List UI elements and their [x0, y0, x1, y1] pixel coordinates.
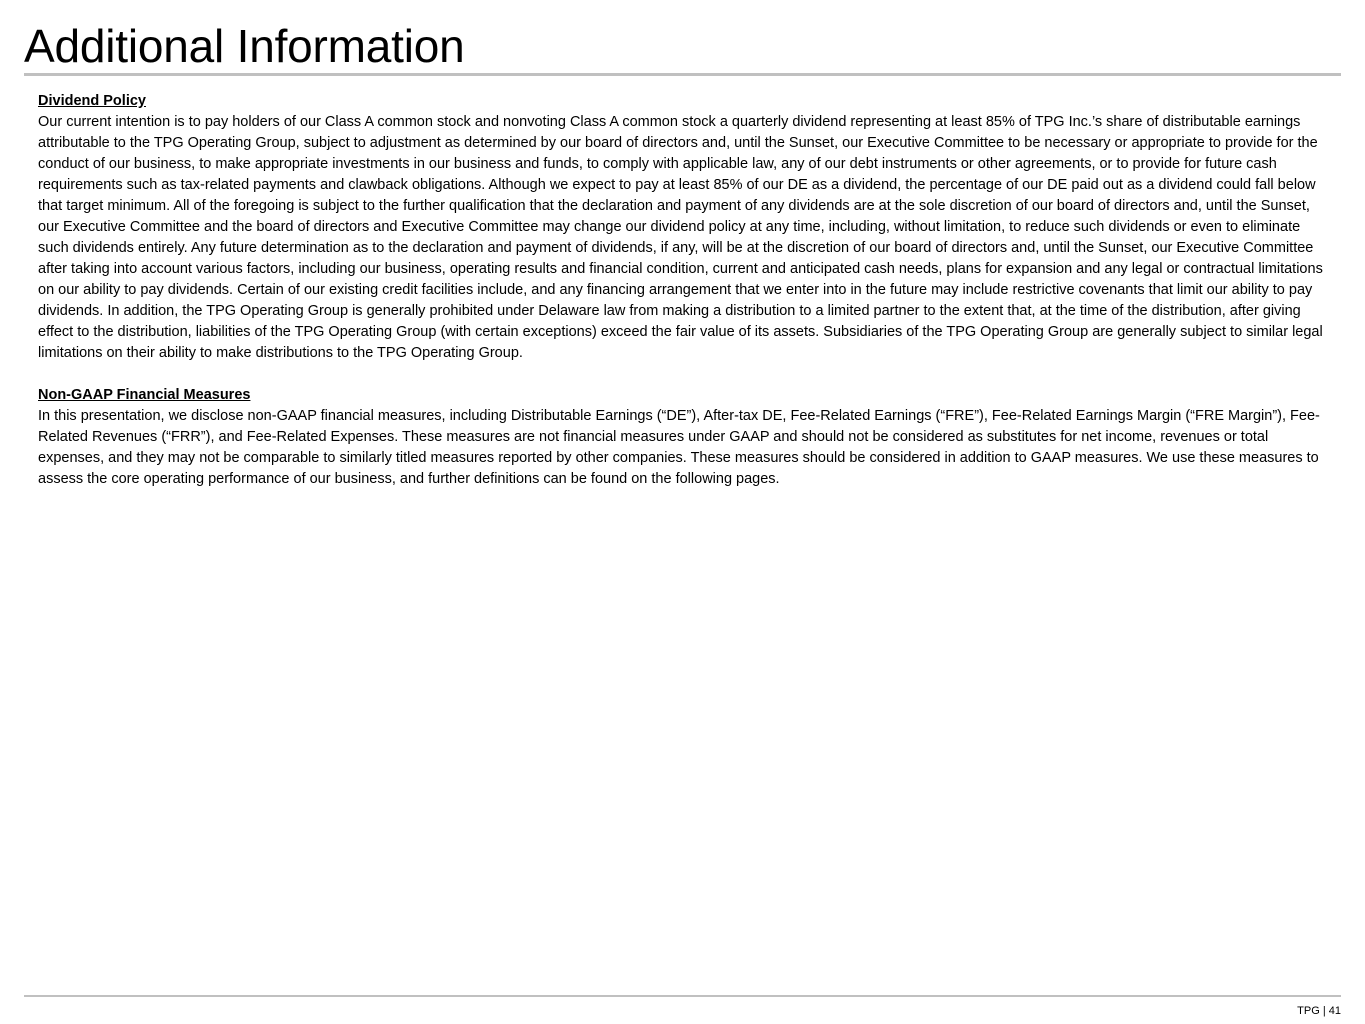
page-footer: TPG | 41 [1297, 1005, 1341, 1017]
section-non-gaap-measures [38, 385, 1330, 490]
page-title: Additional Information [24, 20, 465, 72]
section-heading: Dividend Policy [38, 93, 146, 109]
section-body: Our current intention is to pay holders of our Class A common stock and nonvoting Class A common stock a quarterly dividend representing at least 85% of TPG Inc.’s share of distributable earnings attributable to the TPG Operating Group, subject to adjustment as determined by our board of directors and, until the Sunset, our Executive Committee to be necessary or appropriate to provide for the conduct of our business, to make appropriate investments in our business and funds, to comply with applicable law, any of our debt instruments or other agreements, or to provide for future cash requirements such as tax-related payments and clawback obligations. Although we expect to pay at least 85% of our DE as a dividend, the percentage of our DE paid out as a dividend could fall below that target minimum. All of the foregoing is subject to the further qualification that the declaration and payment of any dividends are at the sole discretion of our board of directors and, until the Sunset, our Executive Committee and the board of directors and Executive Committee may change our dividend policy at any time, including, without limitation, to reduce such dividends or even to eliminate such dividends entirely. Any future determination as to the declaration and payment of dividends, if any, will be at the discretion of our board of directors and, until the Sunset, our Executive Committee after taking into account various factors, including our business, operating results and financial condition, current and anticipated cash needs, plans for expansion and any legal or contractual limitations on our ability to pay dividends. Certain of our existing credit facilities include, and any financing arrangement that we enter into in the future may include restrictive covenants that limit our ability to pay dividends. In addition, the TPG Operating Group is generally prohibited under Delaware law from making a distribution to a limited partner to the extent that, at the time of the distribution, after giving effect to the distribution, liabilities of the TPG Operating Group (with certain exceptions) exceed the fair value of its assets. Subsidiaries of the TPG Operating Group are generally subject to similar legal limitations on their ability to make distributions to the TPG Operating Group. [38, 114, 1323, 361]
section-body: In this presentation, we disclose non-GAAP financial measures, including Distributable Earnings (“DE”), After-tax DE, Fee-Related Earnings (“FRE”), Fee-Related Earnings Margin (“FRE Margin”), Fee-Related Revenues (“FRR”), and Fee-Related Expenses. These measures are not financial measures under GAAP and should not be considered as substitutes for net income, revenues or total expenses, and they may not be comparable to similarly titled measures reported by other companies. These measures should be considered in addition to GAAP measures. We use these measures to assess the core operating performance of our business, and further definitions can be found on the following pages. [38, 408, 1320, 487]
title-divider [24, 73, 1341, 76]
section-dividend-policy [38, 91, 1330, 364]
page-content [38, 91, 1330, 511]
footer-divider [24, 995, 1341, 997]
section-heading: Non-GAAP Financial Measures [38, 387, 251, 403]
